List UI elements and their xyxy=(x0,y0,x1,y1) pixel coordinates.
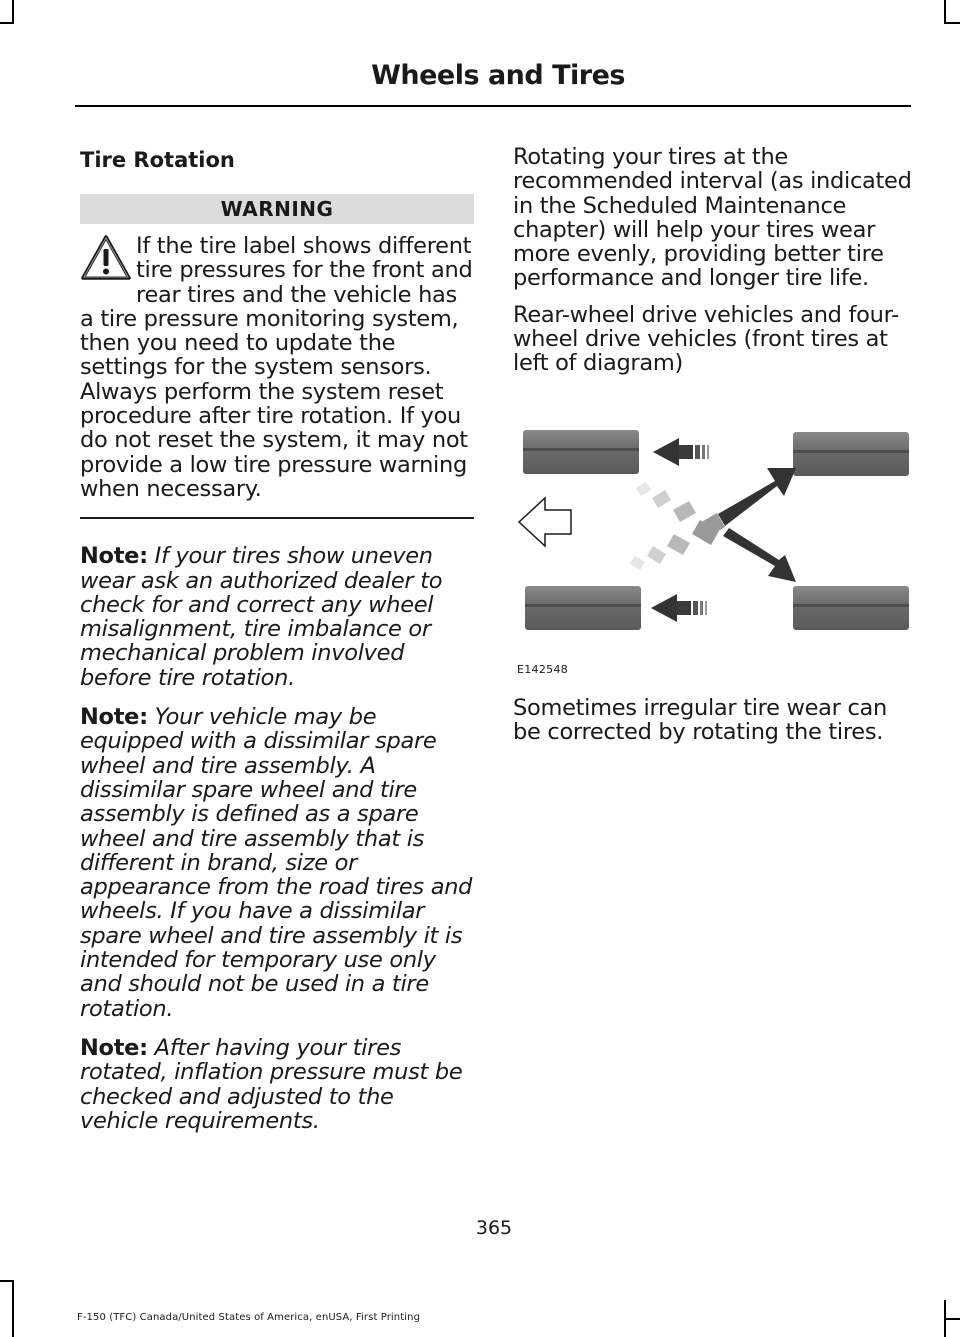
crop-mark xyxy=(12,1280,14,1337)
note-item xyxy=(80,544,474,690)
page-number: 365 xyxy=(475,1217,513,1239)
crop-mark xyxy=(12,0,14,24)
crop-mark xyxy=(944,0,946,24)
tire-rear-right xyxy=(793,586,909,630)
left-column xyxy=(80,145,474,1133)
figure-id: E142548 xyxy=(517,662,569,676)
crop-mark xyxy=(0,1280,14,1282)
note-text: After having your tires rotated, inflation pressure must be checked and adjusted to the vehicle requirements. xyxy=(80,1034,463,1134)
warning-triangle-icon xyxy=(80,234,132,282)
vehicle-type-paragraph: Rear-wheel drive vehicles and four-wheel drive vehicles (front tires at left of diagram) xyxy=(513,301,899,377)
crop-mark xyxy=(0,22,14,24)
rear-to-front-arrow-icon xyxy=(653,438,709,466)
note-label: Note: xyxy=(80,543,148,570)
cross-rotation-dashes xyxy=(630,520,719,570)
note-item xyxy=(80,705,474,1021)
rotation-paragraph: Rotating your tires at the recommended interval (as indicated in the Scheduled Maintenance chapter) will help your tires wear more evenly, providing better tire performance and longer tire life. xyxy=(513,144,912,292)
warning-text: If the tire label shows different tire pressures for the front and rear tires and the vehicle has a tire pressure monitoring system, then you need to update the settings for the system sensors. Always perform the system reset procedure after tire rotation. If you do not reset the system, it may not provide a low tire pressure warning when necessary. xyxy=(80,233,473,502)
tire-front-right xyxy=(525,586,641,630)
footer-text: F-150 (TFC) Canada/United States of America, enUSA, First Printing xyxy=(77,1312,421,1323)
front-direction-arrow-icon xyxy=(519,498,571,546)
front-to-rear-arrow-icon xyxy=(723,528,796,582)
crop-mark xyxy=(944,1318,960,1320)
page-header-title: Wheels and Tires xyxy=(371,60,625,91)
note-text: If your tires show uneven wear ask an authorized dealer to check for and correct any wheel misalignment, tire imbalance or mechanical problem involved before tire rotation. xyxy=(80,543,443,691)
note-text: Your vehicle may be equipped with a dissimilar spare wheel and tire assembly. A dissimilar spare wheel and tire assembly is defined as a spare wheel and tire assembly that is different in brand, size or appearance from the road tires and wheels. If you have a dissimilar spare wheel and tire assembly it is intended for temporary use only and should not be used in a tire rotation. xyxy=(80,704,473,1022)
warning-label: WARNING xyxy=(80,194,474,224)
note-label: Note: xyxy=(80,704,148,731)
tire-front-left xyxy=(523,430,639,474)
note-label: Note: xyxy=(80,1034,148,1061)
tire-rotation-illustration xyxy=(513,426,911,666)
note-item xyxy=(80,1036,474,1133)
rear-to-front-arrow-icon xyxy=(651,594,707,622)
tire-rear-left xyxy=(793,432,909,476)
section-heading: Tire Rotation xyxy=(80,148,235,172)
right-column xyxy=(513,145,913,756)
warning-divider xyxy=(80,517,474,519)
header-rule xyxy=(75,105,911,107)
irregular-wear-paragraph: Sometimes irregular tire wear can be corrected by rotating the tires. xyxy=(513,694,887,745)
tire-rotation-diagram xyxy=(513,426,911,676)
front-to-rear-arrow-icon xyxy=(718,468,796,526)
warning-body xyxy=(80,234,474,501)
crop-mark xyxy=(944,22,960,24)
